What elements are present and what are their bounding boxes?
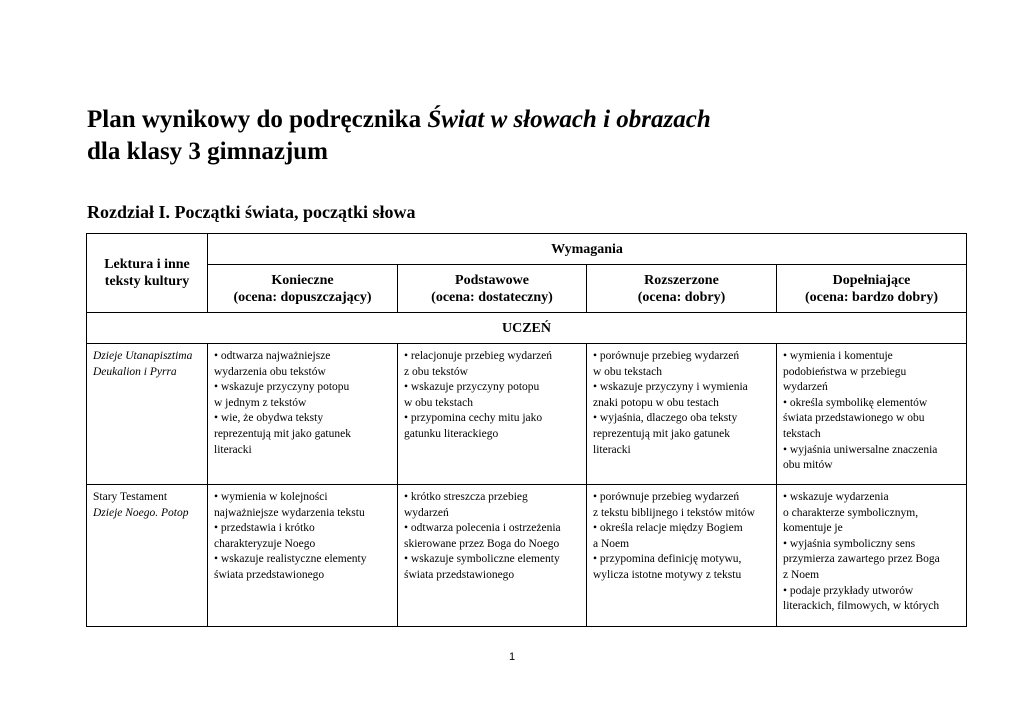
requirement-line: obu mitów xyxy=(783,459,833,472)
document-title xyxy=(87,104,711,168)
requirement-line: z tekstu biblijnego i tekstów mitów xyxy=(593,506,755,519)
requirement-line: • wskazuje przyczyny potopu xyxy=(214,381,350,394)
level-grade: (ocena: bardzo dobry) xyxy=(805,289,938,305)
requirement-line: • przypomina cechy mitu jako xyxy=(404,412,543,425)
requirement-line: z Noem xyxy=(783,568,820,581)
lektura-title: Dzieje Utanapisztima xyxy=(93,350,193,362)
lektura-title: Stary Testament xyxy=(93,491,168,503)
requirement-line: najważniejsze wydarzenia tekstu xyxy=(214,506,365,519)
rozszerzone-cell xyxy=(587,344,777,485)
header-level-konieczne xyxy=(208,265,398,313)
dopelniajace-cell xyxy=(777,485,967,627)
podstawowe-cell xyxy=(398,344,587,485)
requirement-line: • relacjonuje przebieg wydarzeń xyxy=(404,350,553,362)
requirement-line: wydarzeń xyxy=(404,506,449,519)
podstawowe-cell xyxy=(398,485,587,627)
header-level-rozszerzone xyxy=(587,265,777,313)
konieczne-cell xyxy=(208,344,398,485)
requirement-line: tekstach xyxy=(783,427,821,440)
requirement-line: reprezentują mit jako gatunek xyxy=(214,427,351,440)
requirement-line: • wskazuje przyczyny i wymienia xyxy=(593,381,748,394)
requirement-line: • krótko streszcza przebieg xyxy=(404,491,528,503)
requirement-line: skierowane przez Boga do Noego xyxy=(404,537,560,550)
requirement-line: • wyjaśnia symboliczny sens xyxy=(783,537,916,550)
requirement-line: znaki potopu w obu testach xyxy=(593,396,719,409)
requirement-line: • wyjaśnia uniwersalne znaczenia xyxy=(783,443,938,456)
requirement-line: wydarzenia obu tekstów xyxy=(214,365,326,378)
requirement-line: • wyjaśnia, dlaczego oba teksty xyxy=(593,412,738,425)
requirement-line: • wie, że obydwa teksty xyxy=(214,412,324,425)
level-name: Rozszerzone xyxy=(644,272,719,288)
lektura-title: Deukalion i Pyrra xyxy=(93,365,177,378)
title-line-2: dla klasy 3 gimnazjum xyxy=(87,138,329,165)
requirement-line: świata przedstawionego w obu xyxy=(783,412,925,425)
requirement-line: • przedstawia i krótko xyxy=(214,522,315,535)
requirement-line: wylicza istotne motywy z tekstu xyxy=(593,568,742,581)
requirement-line: • wymienia w kolejności xyxy=(214,491,328,503)
level-grade: (ocena: dobry) xyxy=(637,289,726,305)
title-prefix: Plan wynikowy do podręcznika xyxy=(87,106,428,133)
table-row xyxy=(87,485,967,627)
lektura-cell xyxy=(87,485,208,627)
level-name: Podstawowe xyxy=(455,272,529,288)
header-requirements: Wymagania xyxy=(208,234,967,265)
requirement-line: przymierza zawartego przez Boga xyxy=(783,553,940,566)
dopelniajace-cell xyxy=(777,344,967,485)
requirement-line: świata przedstawionego xyxy=(214,568,325,581)
student-row-label: UCZEŃ xyxy=(87,313,967,344)
requirement-line: literacki xyxy=(593,443,631,456)
rozszerzone-cell xyxy=(587,485,777,627)
requirement-line: • określa relacje między Bogiem xyxy=(593,522,743,535)
konieczne-cell xyxy=(208,485,398,627)
requirement-line: reprezentują mit jako gatunek xyxy=(593,427,730,440)
requirement-line: a Noem xyxy=(593,537,630,550)
requirement-line: • wskazuje realistyczne elementy xyxy=(214,553,367,566)
requirement-line: • wskazuje wydarzenia xyxy=(783,491,889,503)
requirement-line: w obu tekstach xyxy=(593,365,662,378)
requirement-line: • wymienia i komentuje xyxy=(783,350,893,362)
header-level-dopelniajace xyxy=(777,265,967,313)
requirement-line: podobieństwa w przebiegu xyxy=(783,365,907,378)
level-name: Konieczne xyxy=(271,272,334,288)
header-lektura-line-2: teksty kultury xyxy=(104,274,190,289)
requirement-line: o charakterze symbolicznym, xyxy=(783,506,919,519)
requirement-line: w jednym z tekstów xyxy=(214,396,307,409)
requirement-line: komentuje je xyxy=(783,522,843,535)
requirement-line: charakteryzuje Noego xyxy=(214,537,316,550)
requirement-line: • wskazuje przyczyny potopu xyxy=(404,381,540,394)
requirement-line: literacki xyxy=(214,443,252,456)
level-name: Dopełniające xyxy=(832,272,911,288)
lektura-cell xyxy=(87,344,208,485)
level-grade: (ocena: dostateczny) xyxy=(431,289,553,305)
table-row xyxy=(87,344,967,485)
requirement-line: w obu tekstach xyxy=(404,396,473,409)
requirement-line: gatunku literackiego xyxy=(404,427,499,440)
requirement-line: wydarzeń xyxy=(783,381,828,394)
requirement-line: z obu tekstów xyxy=(404,365,468,378)
requirement-line: • podaje przykłady utworów xyxy=(783,584,914,597)
title-book-name: Świat w słowach i obrazach xyxy=(427,106,711,133)
requirement-line: • wskazuje symboliczne elementy xyxy=(404,553,560,566)
requirement-line: literackich, filmowych, w których xyxy=(783,600,940,613)
lektura-title: Dzieje Noego. Potop xyxy=(93,506,189,519)
requirement-line: • określa symbolikę elementów xyxy=(783,396,928,409)
requirement-line: • odtwarza najważniejsze xyxy=(214,350,331,362)
requirement-line: • porównuje przebieg wydarzeń xyxy=(593,350,740,362)
requirement-line: • odtwarza polecenia i ostrzeżenia xyxy=(404,522,561,535)
header-lektura xyxy=(87,234,208,313)
chapter-heading: Rozdział I. Początki świata, początki słowa xyxy=(87,202,416,222)
requirements-table xyxy=(86,233,967,627)
header-level-podstawowe xyxy=(398,265,587,313)
requirement-line: • przypomina definicję motywu, xyxy=(593,553,742,566)
header-lektura-line-1: Lektura i inne xyxy=(104,257,190,272)
level-grade: (ocena: dopuszczający) xyxy=(233,289,372,305)
page-number: 1 xyxy=(508,651,516,663)
requirement-line: świata przedstawionego xyxy=(404,568,515,581)
requirement-line: • porównuje przebieg wydarzeń xyxy=(593,491,740,503)
